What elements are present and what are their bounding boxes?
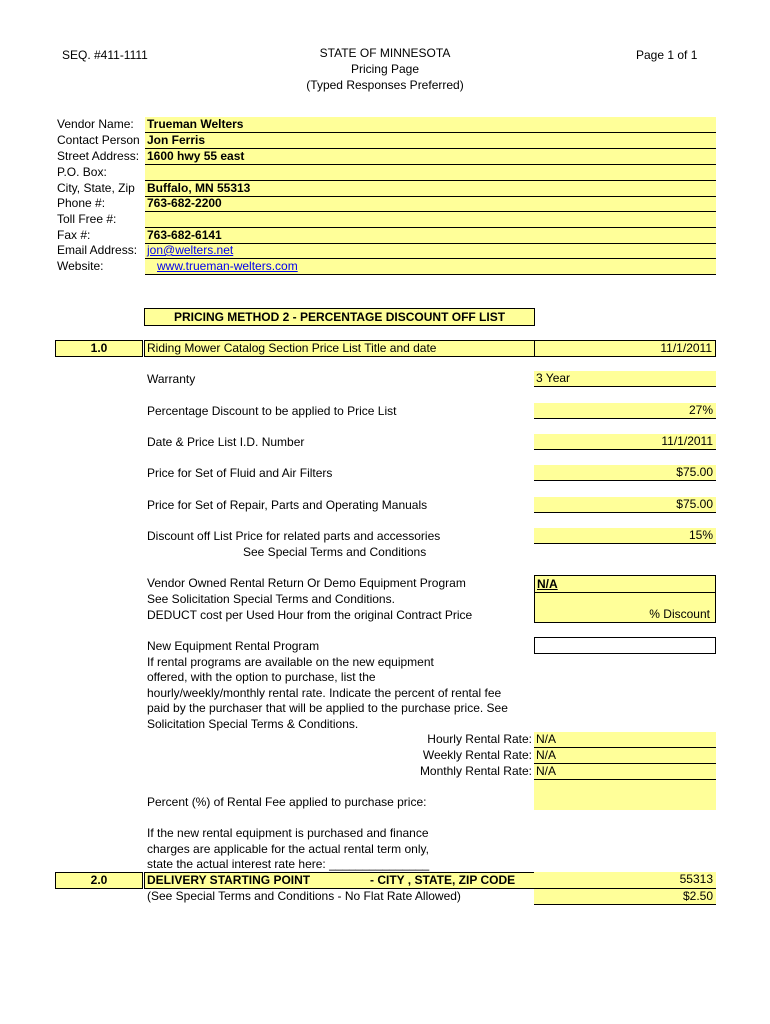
new-rental-line-5: Solicitation Special Terms & Conditions.	[147, 717, 359, 731]
discount-label: Percentage Discount to be applied to Price List	[147, 404, 397, 418]
filters-field[interactable]: $75.00	[534, 465, 716, 481]
monthly-label: Monthly Rental Rate:	[419, 764, 532, 778]
pricing-method-heading: PRICING METHOD 2 - PERCENTAGE DISCOUNT OFF LIST	[144, 308, 535, 326]
finance-line-2: charges are applicable for the actual rental term only,	[147, 842, 429, 856]
hourly-field[interactable]: N/A	[534, 732, 716, 748]
item-2-rate-field[interactable]: $2.50	[534, 889, 716, 905]
street-label: Street Address:	[57, 149, 140, 163]
item-2-sub: (See Special Terms and Conditions - No Flat Rate Allowed)	[147, 889, 461, 903]
page-subtitle: Pricing Page	[350, 62, 420, 76]
item-1-number: 1.0	[55, 340, 143, 357]
discount-field[interactable]: 27%	[534, 403, 716, 419]
website-label: Website:	[57, 259, 104, 273]
rental-value-text: N/A	[537, 577, 558, 591]
new-rental-field[interactable]	[534, 637, 716, 654]
fax-field[interactable]: 763-682-6141	[145, 228, 716, 244]
rental-label-1: Vendor Owned Rental Return Or Demo Equipment Program	[147, 576, 466, 590]
rental-discount-text: % Discount	[649, 607, 710, 621]
fax-label: Fax #:	[57, 228, 91, 242]
item-1-title-value[interactable]: 11/1/2011	[534, 340, 716, 357]
tollfree-label: Toll Free #:	[57, 212, 117, 226]
phone-label: Phone #:	[57, 196, 106, 210]
rental-value-field[interactable]	[534, 575, 716, 593]
website-field[interactable]	[145, 259, 716, 275]
finance-line-1: If the new rental equipment is purchased and finance	[147, 826, 429, 840]
rental-label-3: DEDUCT cost per Used Hour from the original Contract Price	[147, 608, 473, 622]
page-title: STATE OF MINNESOTA	[319, 46, 451, 60]
new-rental-title: New Equipment Rental Program	[147, 639, 320, 653]
city-field[interactable]: Buffalo, MN 55313	[145, 181, 716, 197]
new-rental-line-4: paid by the purchaser that will be applied to the purchase price. See	[147, 701, 508, 715]
new-rental-line-2: offered, with the option to purchase, list the	[147, 670, 376, 684]
typed-note: (Typed Responses Preferred)	[306, 78, 464, 92]
street-field[interactable]: 1600 hwy 55 east	[145, 149, 716, 165]
item-2-title-left: DELIVERY STARTING POINT	[147, 873, 311, 887]
new-rental-line-3: hourly/weekly/monthly rental rate. Indicate the percent of rental fee	[147, 686, 502, 700]
phone-field[interactable]: 763-682-2200	[145, 196, 716, 212]
pobox-label: P.O. Box:	[57, 165, 107, 179]
warranty-label: Warranty	[147, 372, 196, 386]
rental-label-2: See Solicitation Special Terms and Conditions.	[147, 592, 395, 606]
seq-number: SEQ. #411-1111	[62, 48, 148, 62]
city-label: City, State, Zip	[57, 181, 135, 195]
item-2-title-right: - CITY , STATE, ZIP CODE	[370, 873, 516, 887]
percent-label: Percent (%) of Rental Fee applied to purchase price:	[147, 795, 427, 809]
parts-field[interactable]: 15%	[534, 528, 716, 544]
filters-label: Price for Set of Fluid and Air Filters	[147, 466, 333, 480]
percent-field[interactable]	[534, 780, 716, 810]
hourly-label: Hourly Rental Rate:	[427, 732, 532, 746]
item-2-zip-field[interactable]: 55313	[534, 872, 716, 889]
parts-sub-label: See Special Terms and Conditions	[243, 545, 427, 559]
website-link[interactable]: www.trueman-welters.com	[157, 259, 298, 273]
weekly-field[interactable]: N/A	[534, 748, 716, 764]
contact-label: Contact Person	[57, 133, 140, 147]
tollfree-field[interactable]	[145, 212, 716, 228]
manuals-label: Price for Set of Repair, Parts and Operating Manuals	[147, 498, 428, 512]
warranty-field[interactable]: 3 Year	[534, 371, 716, 387]
page-number: Page 1 of 1	[636, 48, 698, 62]
new-rental-line-1: If rental programs are available on the new equipment	[147, 655, 434, 669]
finance-line-3: state the actual interest rate here: _______________	[147, 857, 430, 871]
monthly-field[interactable]: N/A	[534, 764, 716, 780]
pobox-field[interactable]	[145, 165, 716, 181]
weekly-label: Weekly Rental Rate:	[422, 748, 532, 762]
manuals-field[interactable]: $75.00	[534, 497, 716, 513]
email-field[interactable]	[145, 243, 716, 259]
email-link[interactable]: jon@welters.net	[147, 243, 234, 257]
vendor-name-label: Vendor Name:	[57, 117, 134, 131]
item-2-number: 2.0	[55, 872, 143, 889]
contact-field[interactable]: Jon Ferris	[145, 133, 716, 149]
date-field[interactable]: 11/1/2011	[534, 434, 716, 450]
vendor-name-field[interactable]: Trueman Welters	[145, 117, 716, 133]
item-1-title: Riding Mower Catalog Section Price List Title and date	[147, 341, 437, 355]
email-label: Email Address:	[57, 243, 138, 257]
parts-label: Discount off List Price for related parts and accessories	[147, 529, 441, 543]
date-label: Date & Price List I.D. Number	[147, 435, 305, 449]
